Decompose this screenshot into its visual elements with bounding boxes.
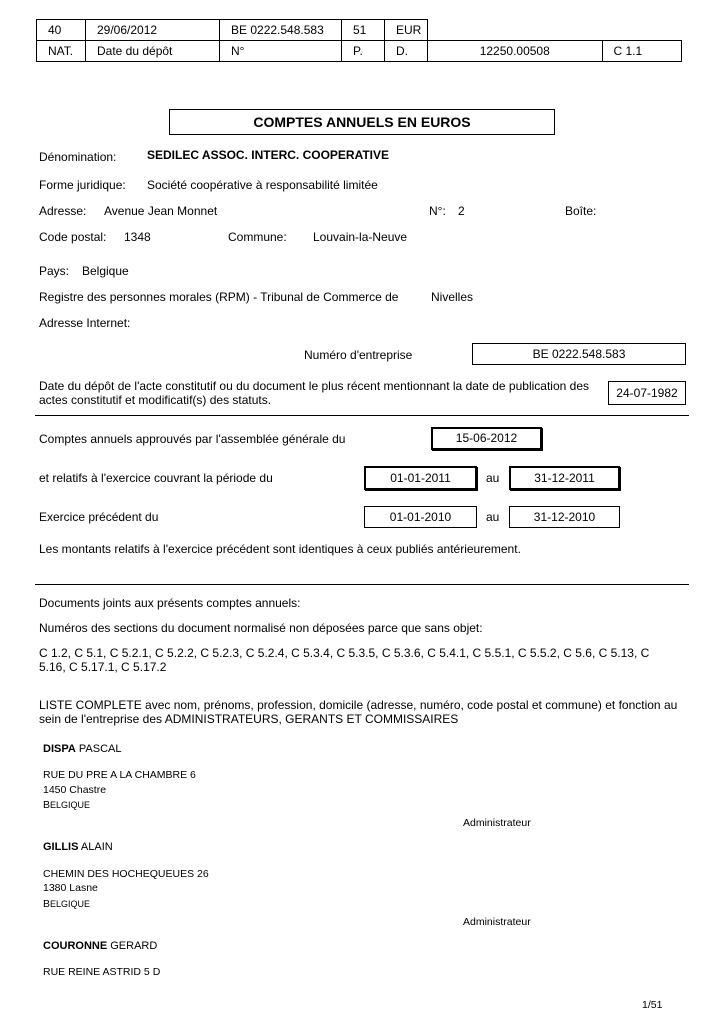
header-cell: C 1.1 [602,41,681,62]
person-street: RUE DU PRE A LA CHAMBRE 6 [43,769,196,781]
approuves-date: 15-06-2012 [431,427,542,450]
numero-entreprise-value: BE 0222.548.583 [472,343,686,365]
person-role: Administrateur [463,916,531,928]
header-cell [428,20,603,41]
denomination-label: Dénomination: [39,150,117,164]
header-cell: D. [385,41,428,62]
registre-label: Registre des personnes morales (RPM) - Tribunal de Commerce de [39,290,399,304]
header-cell [602,20,681,41]
page-title: COMPTES ANNUELS EN EUROS [169,109,555,135]
header-cell: 12250.00508 [428,41,603,62]
documents-joints: Documents joints aux présents comptes annuels: [39,596,301,610]
sections-value: C 1.2, C 5.1, C 5.2.1, C 5.2.2, C 5.2.3, C 5.2.4, C 5.3.4, C 5.3.5, C 5.3.6, C 5.4.1, C 5.5.1, C 5.5.2, C 5.6, C 5.13, C 5.16, C 5.17.1, C 5.17.2 [39,646,650,674]
numero-entreprise-label: Numéro d'entreprise [304,348,413,362]
precedent-to: 31-12-2010 [509,506,620,528]
header-cell: BE 0222.548.583 [220,20,342,41]
registre-value: Nivelles [431,290,474,304]
adresse-label: Adresse: [39,204,87,218]
denomination-value: SEDILEC ASSOC. INTERC. COOPERATIVE [147,148,390,162]
exercice-label: et relatifs à l'exercice couvrant la période du [39,471,273,485]
header-cell: Date du dépôt [86,41,220,62]
header-cell: 40 [37,20,86,41]
internet-label: Adresse Internet: [39,316,131,330]
person-name: GILLIS ALAIN [43,841,113,853]
boite-label: Boîte: [565,204,597,218]
liste-heading: LISTE COMPLETE avec nom, prénoms, profession, domicile (adresse, numéro, code postal et commune) et fonction au sein de l'entreprise des ADMINISTRATEURS, GERANTS ET COMMISSAIRES [39,698,678,726]
exercice-au: au [486,471,500,485]
commune-label: Commune: [228,230,287,244]
numero-value: 2 [458,204,465,218]
header-cell: NAT. [37,41,86,62]
person-street: CHEMIN DES HOCHEQUEUES 26 [43,868,209,880]
header-cell: P. [342,41,385,62]
pays-value: Belgique [82,264,129,278]
person-name: COURONNE GERARD [43,940,158,952]
precedent-label: Exercice précédent du [39,510,159,524]
divider [35,415,689,416]
header-cell: 29/06/2012 [86,20,220,41]
person-city: 1380 Lasne [43,882,98,894]
header-cell: EUR [385,20,428,41]
page-number: 1/51 [642,999,663,1011]
date-depot-acte-label: Date du dépôt de l'acte constitutif ou du document le plus récent mentionnant la date de publication des actes constitutif et modificatif(s) des statuts. [39,379,589,407]
person-name: DISPA PASCAL [43,743,122,755]
header-table [36,19,682,62]
person-city: 1450 Chastre [43,784,107,796]
header-cell: 51 [342,20,385,41]
precedent-au: au [486,510,500,524]
approuves-label: Comptes annuels approuvés par l'assemblée générale du [39,432,346,446]
header-cell: N° [220,41,342,62]
person-street: RUE REINE ASTRID 5 D [43,966,161,978]
divider [35,584,689,585]
code-postal-label: Code postal: [39,230,107,244]
sections-label: Numéros des sections du document normalisé non déposées parce que sans objet: [39,621,483,635]
exercice-to: 31-12-2011 [509,466,620,490]
commune-value: Louvain-la-Neuve [313,230,408,244]
person-role: Administrateur [463,817,531,829]
forme-value: Société coopérative à responsabilité limitée [147,178,378,192]
adresse-value: Avenue Jean Monnet [104,204,218,218]
exercice-from: 01-01-2011 [364,466,477,490]
numero-label: N°: [429,204,446,218]
precedent-from: 01-01-2010 [364,506,477,528]
code-postal-value: 1348 [124,230,151,244]
forme-label: Forme juridique: [39,178,126,192]
person-country: BELGIQUE [43,799,91,811]
montants-note: Les montants relatifs à l'exercice précédent sont identiques à ceux publiés antérieurement. [39,542,521,556]
pays-label: Pays: [39,264,70,278]
date-depot-acte-value: 24-07-1982 [608,381,686,405]
person-country: BELGIQUE [43,898,91,910]
